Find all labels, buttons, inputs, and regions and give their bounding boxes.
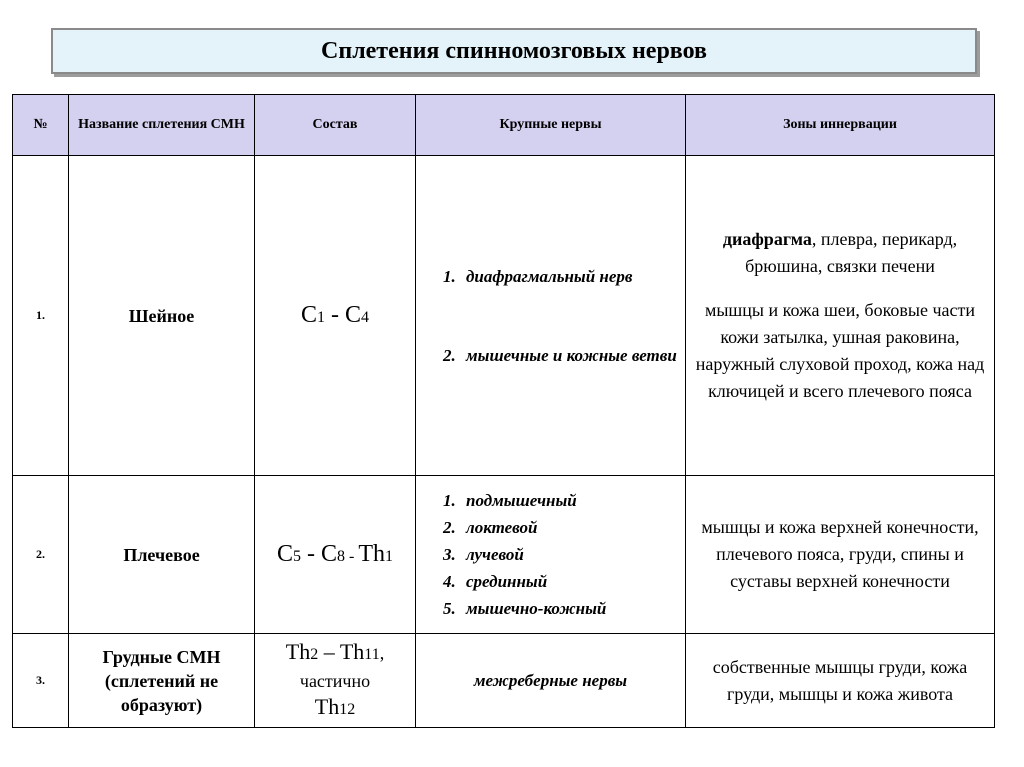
segment-letter: Th: [339, 638, 365, 664]
list-item: 2. мышечные и кожные ветви: [460, 342, 681, 369]
zones-block: [690, 226, 990, 280]
zones-bold-text: диафрагма: [722, 229, 812, 249]
plexus-table: [12, 94, 995, 728]
major-nerves: межреберные нервы: [416, 634, 686, 728]
segment-number: 12: [339, 700, 356, 718]
segment-letter: С: [276, 541, 293, 567]
segment-separator: -: [345, 548, 359, 565]
segment-number: 11: [364, 645, 380, 663]
row-number: 3.: [13, 634, 69, 728]
major-nerves: [416, 476, 686, 634]
major-nerves: [416, 156, 686, 476]
zones-text: , плевра, перикард, брюшина, связки печени: [745, 229, 958, 276]
composition-line: [259, 694, 411, 723]
header-name: Название сплетения СМН: [69, 95, 255, 156]
list-item: 1. подмышечный: [460, 487, 681, 514]
segment-letter: Th: [358, 541, 386, 567]
segment-number: 2: [310, 645, 319, 663]
list-item: 4. срединный: [460, 568, 681, 595]
composition-line: [259, 639, 411, 668]
header-composition: Состав: [255, 95, 416, 156]
table-row: [13, 156, 995, 476]
composition-partial: частично: [299, 670, 371, 691]
table-header-row: [13, 95, 995, 156]
segment-separator: -: [325, 302, 345, 328]
plexus-name: Шейное: [69, 156, 255, 476]
row-number: 2.: [13, 476, 69, 634]
table-row: [13, 476, 995, 634]
slide-title: [51, 28, 977, 74]
segment-letter: С: [321, 541, 338, 567]
nerves-list: [420, 263, 681, 369]
plexus-composition: [255, 476, 416, 634]
segment-separator: –: [318, 638, 340, 664]
header-nerves: Крупные нервы: [416, 95, 686, 156]
plexus-name: Плечевое: [69, 476, 255, 634]
list-item: 2. локтевой: [460, 514, 681, 541]
list-item: 3. лучевой: [460, 541, 681, 568]
segment-letter: С: [345, 302, 362, 328]
segment-number: 8: [337, 548, 346, 565]
row-number: 1.: [13, 156, 69, 476]
segment-number: 5: [293, 548, 301, 565]
list-item: 1. диафрагмальный нерв: [460, 263, 681, 290]
nerves-list: [420, 487, 681, 622]
segment-separator: ,: [379, 642, 385, 663]
innervation-zones: мышцы и кожа верхней конечности, плечевого пояса, груди, спины и суставы верхней конечности: [686, 476, 995, 634]
segment-number: 1: [385, 548, 394, 565]
segment-letter: С: [300, 302, 317, 328]
innervation-zones: собственные мышцы груди, кожа груди, мышцы и кожа живота: [686, 634, 995, 728]
header-zones: Зоны иннервации: [686, 95, 995, 156]
header-num: №: [13, 95, 69, 156]
segment-number: 1: [317, 309, 325, 326]
slide-title-text: Сплетения спинномозговых нервов: [321, 37, 707, 64]
innervation-zones: [686, 156, 995, 476]
plexus-composition: [255, 634, 416, 728]
plexus-name: Грудные СМН (сплетений не образуют): [69, 634, 255, 728]
segment-letter: Th: [285, 638, 311, 664]
list-item: 5. мышечно-кожный: [460, 595, 681, 622]
segment-separator: -: [301, 541, 321, 567]
table-row: [13, 634, 995, 728]
segment-letter: Th: [314, 693, 340, 719]
zones-block: мышцы и кожа шеи, боковые части кожи затылка, ушная раковина, наружный слуховой проход, кожа над ключицей и всего плечевого пояса: [695, 300, 985, 401]
segment-number: 4: [361, 309, 370, 326]
plexus-composition: [255, 156, 416, 476]
